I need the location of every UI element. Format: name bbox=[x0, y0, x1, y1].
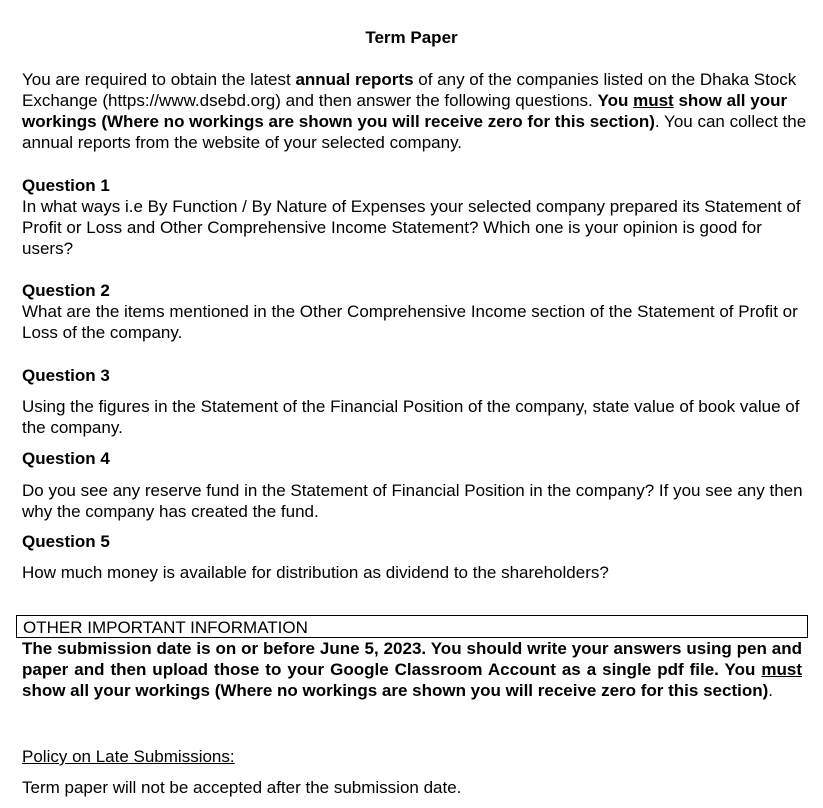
intro-text-2: of any of the companies listed on the Dhaka Stock Exchange (https://www.dsebd.org) and then answer the following questions. bbox=[22, 70, 797, 110]
other-info-label: OTHER IMPORTANT INFORMATION bbox=[23, 618, 308, 637]
policy-text: Term paper will not be accepted after the submission date. bbox=[22, 778, 462, 797]
question-5-heading: Question 5 bbox=[22, 532, 110, 551]
other-info-bold-underline-must: must bbox=[761, 660, 802, 679]
intro-text-3: . You can collect the annual reports from the website of your selected company. bbox=[22, 112, 807, 152]
intro-paragraph bbox=[22, 69, 812, 153]
policy-heading bbox=[22, 746, 812, 767]
other-info-period: . bbox=[768, 681, 773, 700]
question-2-heading: Question 2 bbox=[22, 281, 110, 300]
question-4-heading: Question 4 bbox=[22, 449, 110, 468]
other-info-bold-1: The submission date is on or before June 5, 2023. You should write your answers using pen and paper and then upload those to your Google Classroom Account as a single pdf file. You bbox=[22, 639, 802, 679]
question-2-text: What are the items mentioned in the Other Comprehensive Income section of the Statement of Profit or Loss of the company. bbox=[22, 302, 798, 342]
intro-bold-workings: show all your workings (Where no workings are shown you will receive zero for this section) bbox=[22, 91, 788, 131]
question-3-text: Using the figures in the Statement of the Financial Position of the company, state value of book value of the company. bbox=[22, 397, 800, 437]
other-info-box bbox=[16, 615, 808, 638]
other-info-bold-2: show all your workings (Where no workings are shown you will receive zero for this section) bbox=[22, 681, 769, 700]
other-info-paragraph bbox=[22, 638, 802, 701]
intro-text-1: You are required to obtain the latest bbox=[22, 70, 296, 89]
question-1-heading: Question 1 bbox=[22, 176, 110, 195]
intro-bold-underline-must: must bbox=[633, 91, 674, 110]
question-5-text: How much money is available for distribution as dividend to the shareholders? bbox=[22, 563, 609, 582]
intro-bold-annual-reports: annual reports bbox=[295, 70, 414, 89]
intro-bold-you: You bbox=[597, 91, 634, 110]
page-title: Term Paper bbox=[365, 28, 458, 47]
question-3-heading: Question 3 bbox=[22, 366, 110, 385]
question-1-text: In what ways i.e By Function / By Nature of Expenses your selected company prepared its Statement of Profit or Loss and Other Comprehensive Income Statement? Which one is your opinion is good for users? bbox=[22, 197, 801, 258]
policy-heading-text: Policy on Late Submissions: bbox=[22, 747, 235, 766]
question-4-text: Do you see any reserve fund in the Statement of Financial Position in the company? If you see any then why the company has created the fund. bbox=[22, 481, 803, 521]
